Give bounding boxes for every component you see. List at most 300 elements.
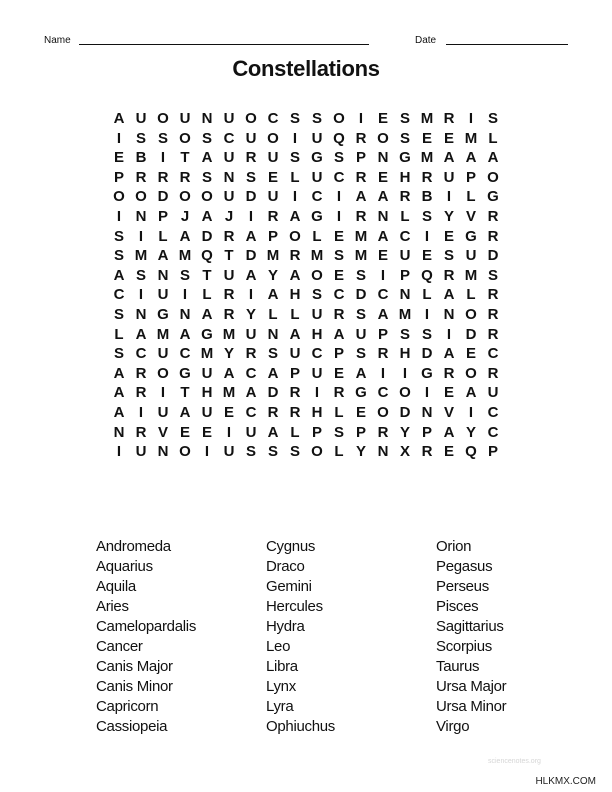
grid-letter[interactable]: S bbox=[487, 266, 498, 284]
grid-letter[interactable]: G bbox=[399, 149, 411, 167]
grid-letter[interactable]: A bbox=[377, 188, 389, 206]
grid-letter[interactable]: L bbox=[334, 403, 344, 421]
grid-letter[interactable]: E bbox=[377, 247, 388, 265]
grid-letter[interactable]: R bbox=[223, 286, 235, 304]
grid-letter[interactable]: R bbox=[355, 168, 367, 186]
grid-letter[interactable]: S bbox=[289, 443, 300, 461]
grid-letter[interactable]: S bbox=[135, 266, 146, 284]
grid-letter[interactable]: U bbox=[443, 168, 455, 186]
grid-letter[interactable]: C bbox=[311, 188, 323, 206]
grid-letter[interactable]: A bbox=[157, 247, 169, 265]
grid-letter[interactable]: A bbox=[113, 110, 125, 127]
grid-letter[interactable]: V bbox=[465, 207, 476, 225]
grid-letter[interactable]: I bbox=[248, 286, 254, 304]
grid-letter[interactable]: A bbox=[113, 364, 125, 382]
grid-letter[interactable]: I bbox=[446, 325, 452, 343]
grid-letter[interactable]: E bbox=[443, 227, 454, 245]
grid-letter[interactable]: A bbox=[289, 266, 301, 284]
grid-letter[interactable]: O bbox=[311, 266, 323, 284]
grid-letter[interactable]: C bbox=[311, 345, 323, 363]
grid-letter[interactable]: E bbox=[443, 443, 454, 461]
grid-letter[interactable]: R bbox=[487, 305, 499, 323]
grid-letter[interactable]: O bbox=[157, 364, 169, 382]
grid-letter[interactable]: Y bbox=[465, 423, 476, 441]
grid-letter[interactable]: A bbox=[201, 149, 213, 167]
grid-letter[interactable]: A bbox=[223, 364, 235, 382]
grid-letter[interactable]: G bbox=[465, 227, 477, 245]
grid-letter[interactable]: D bbox=[465, 325, 477, 343]
grid-letter[interactable]: I bbox=[116, 443, 122, 461]
grid-letter[interactable]: M bbox=[156, 325, 170, 343]
grid-letter[interactable]: M bbox=[464, 266, 478, 284]
grid-letter[interactable]: I bbox=[248, 207, 254, 225]
grid-letter[interactable]: S bbox=[113, 227, 124, 245]
grid-letter[interactable]: G bbox=[179, 364, 191, 382]
grid-letter[interactable]: S bbox=[333, 149, 344, 167]
grid-letter[interactable]: O bbox=[179, 129, 191, 147]
grid-letter[interactable]: A bbox=[289, 207, 301, 225]
grid-letter[interactable]: M bbox=[222, 325, 236, 343]
grid-letter[interactable]: A bbox=[443, 286, 455, 304]
grid-letter[interactable]: C bbox=[267, 110, 279, 127]
grid-letter[interactable]: V bbox=[443, 403, 454, 421]
grid-letter[interactable]: E bbox=[465, 345, 476, 363]
grid-letter[interactable]: E bbox=[421, 247, 432, 265]
grid-letter[interactable]: S bbox=[245, 168, 256, 186]
grid-letter[interactable]: A bbox=[377, 227, 389, 245]
grid-letter[interactable]: U bbox=[135, 443, 147, 461]
grid-letter[interactable]: U bbox=[267, 188, 279, 206]
grid-letter[interactable]: U bbox=[245, 423, 257, 441]
grid-letter[interactable]: R bbox=[267, 403, 279, 421]
grid-letter[interactable]: E bbox=[179, 423, 190, 441]
grid-letter[interactable]: L bbox=[400, 207, 410, 225]
grid-letter[interactable]: Y bbox=[267, 266, 278, 284]
grid-letter[interactable]: S bbox=[113, 305, 124, 323]
grid-letter[interactable]: I bbox=[204, 443, 210, 461]
grid-letter[interactable]: C bbox=[377, 384, 389, 402]
grid-letter[interactable]: U bbox=[223, 188, 235, 206]
grid-letter[interactable]: C bbox=[223, 129, 235, 147]
grid-letter[interactable]: D bbox=[201, 227, 213, 245]
grid-letter[interactable]: M bbox=[134, 247, 148, 265]
grid-letter[interactable]: E bbox=[333, 364, 344, 382]
grid-letter[interactable]: G bbox=[487, 188, 499, 206]
grid-letter[interactable]: Y bbox=[355, 443, 366, 461]
grid-letter[interactable]: H bbox=[201, 384, 213, 402]
grid-letter[interactable]: E bbox=[267, 168, 278, 186]
grid-letter[interactable]: L bbox=[422, 286, 432, 304]
grid-letter[interactable]: I bbox=[358, 110, 364, 127]
grid-letter[interactable]: A bbox=[443, 423, 455, 441]
grid-letter[interactable]: B bbox=[421, 188, 433, 206]
grid-letter[interactable]: O bbox=[333, 110, 345, 127]
grid-letter[interactable]: U bbox=[201, 364, 213, 382]
grid-letter[interactable]: V bbox=[157, 423, 168, 441]
grid-letter[interactable]: O bbox=[267, 129, 279, 147]
grid-letter[interactable]: L bbox=[466, 286, 476, 304]
grid-letter[interactable]: I bbox=[116, 207, 122, 225]
grid-letter[interactable]: R bbox=[245, 149, 257, 167]
grid-letter[interactable]: R bbox=[245, 345, 257, 363]
grid-letter[interactable]: A bbox=[201, 305, 213, 323]
name-field[interactable] bbox=[79, 44, 369, 45]
grid-letter[interactable]: R bbox=[377, 423, 389, 441]
grid-letter[interactable]: A bbox=[289, 325, 301, 343]
grid-letter[interactable]: A bbox=[465, 384, 477, 402]
grid-letter[interactable]: R bbox=[487, 325, 499, 343]
grid-letter[interactable]: D bbox=[267, 384, 279, 402]
grid-letter[interactable]: U bbox=[157, 403, 169, 421]
grid-letter[interactable]: O bbox=[157, 110, 169, 127]
grid-letter[interactable]: C bbox=[245, 403, 257, 421]
grid-letter[interactable]: I bbox=[138, 227, 144, 245]
grid-letter[interactable]: E bbox=[443, 129, 454, 147]
grid-letter[interactable]: G bbox=[201, 325, 213, 343]
grid-letter[interactable]: O bbox=[465, 364, 477, 382]
grid-letter[interactable]: A bbox=[333, 325, 345, 343]
grid-letter[interactable]: Q bbox=[421, 266, 433, 284]
grid-letter[interactable]: N bbox=[157, 266, 169, 284]
grid-letter[interactable]: U bbox=[355, 325, 367, 343]
grid-letter[interactable]: U bbox=[223, 149, 235, 167]
grid-letter[interactable]: J bbox=[224, 207, 234, 225]
grid-letter[interactable]: A bbox=[443, 345, 455, 363]
grid-letter[interactable]: I bbox=[402, 364, 408, 382]
grid-letter[interactable]: C bbox=[333, 168, 345, 186]
grid-letter[interactable]: E bbox=[377, 168, 388, 186]
grid-letter[interactable]: P bbox=[333, 345, 344, 363]
grid-letter[interactable]: C bbox=[399, 227, 411, 245]
grid-letter[interactable]: M bbox=[354, 247, 368, 265]
grid-letter[interactable]: I bbox=[336, 207, 342, 225]
grid-letter[interactable]: N bbox=[421, 403, 433, 421]
grid-letter[interactable]: I bbox=[380, 266, 386, 284]
grid-letter[interactable]: S bbox=[201, 129, 212, 147]
grid-letter[interactable]: U bbox=[465, 247, 477, 265]
grid-letter[interactable]: G bbox=[355, 384, 367, 402]
grid-letter[interactable]: N bbox=[179, 305, 191, 323]
grid-letter[interactable]: S bbox=[487, 110, 498, 127]
grid-letter[interactable]: O bbox=[399, 384, 411, 402]
grid-letter[interactable]: R bbox=[289, 384, 301, 402]
grid-letter[interactable]: N bbox=[399, 286, 411, 304]
grid-letter[interactable]: R bbox=[289, 247, 301, 265]
grid-letter[interactable]: A bbox=[377, 305, 389, 323]
grid-letter[interactable]: N bbox=[377, 207, 389, 225]
grid-letter[interactable]: R bbox=[487, 364, 499, 382]
grid-letter[interactable]: S bbox=[355, 266, 366, 284]
grid-letter[interactable]: P bbox=[487, 443, 498, 461]
grid-letter[interactable]: C bbox=[377, 286, 389, 304]
grid-letter[interactable]: R bbox=[399, 188, 411, 206]
grid-letter[interactable]: O bbox=[289, 227, 301, 245]
grid-letter[interactable]: C bbox=[135, 345, 147, 363]
grid-letter[interactable]: P bbox=[311, 423, 322, 441]
grid-letter[interactable]: N bbox=[377, 149, 389, 167]
grid-letter[interactable]: I bbox=[182, 286, 188, 304]
grid-letter[interactable]: I bbox=[424, 384, 430, 402]
grid-letter[interactable]: U bbox=[223, 110, 235, 127]
grid-letter[interactable]: L bbox=[202, 286, 212, 304]
grid-letter[interactable]: I bbox=[380, 364, 386, 382]
grid-letter[interactable]: D bbox=[487, 247, 499, 265]
grid-letter[interactable]: I bbox=[226, 423, 232, 441]
grid-letter[interactable]: O bbox=[465, 305, 477, 323]
grid-letter[interactable]: A bbox=[355, 188, 367, 206]
grid-letter[interactable]: A bbox=[465, 149, 477, 167]
grid-letter[interactable]: R bbox=[355, 129, 367, 147]
grid-letter[interactable]: U bbox=[289, 345, 301, 363]
grid-letter[interactable]: D bbox=[245, 188, 257, 206]
grid-letter[interactable]: P bbox=[421, 423, 432, 441]
grid-letter[interactable]: B bbox=[135, 149, 147, 167]
grid-letter[interactable]: C bbox=[487, 403, 499, 421]
grid-letter[interactable]: U bbox=[245, 325, 257, 343]
grid-letter[interactable]: U bbox=[157, 345, 169, 363]
grid-letter[interactable]: I bbox=[292, 188, 298, 206]
grid-letter[interactable]: A bbox=[135, 325, 147, 343]
grid-letter[interactable]: A bbox=[245, 227, 257, 245]
grid-letter[interactable]: O bbox=[201, 188, 213, 206]
grid-letter[interactable]: S bbox=[113, 345, 124, 363]
grid-letter[interactable]: N bbox=[135, 305, 147, 323]
grid-letter[interactable]: O bbox=[377, 403, 389, 421]
grid-letter[interactable]: L bbox=[466, 188, 476, 206]
grid-letter[interactable]: I bbox=[314, 384, 320, 402]
grid-letter[interactable]: Y bbox=[443, 207, 454, 225]
grid-letter[interactable]: A bbox=[245, 266, 257, 284]
grid-letter[interactable]: A bbox=[179, 403, 191, 421]
grid-letter[interactable]: P bbox=[465, 168, 476, 186]
grid-letter[interactable]: S bbox=[333, 247, 344, 265]
grid-letter[interactable]: M bbox=[222, 384, 236, 402]
grid-letter[interactable]: O bbox=[113, 188, 125, 206]
grid-letter[interactable]: R bbox=[135, 423, 147, 441]
grid-letter[interactable]: R bbox=[135, 364, 147, 382]
grid-letter[interactable]: X bbox=[399, 443, 410, 461]
grid-letter[interactable]: J bbox=[180, 207, 190, 225]
grid-letter[interactable]: C bbox=[179, 345, 191, 363]
grid-letter[interactable]: R bbox=[157, 168, 169, 186]
grid-letter[interactable]: C bbox=[245, 364, 257, 382]
grid-letter[interactable]: R bbox=[135, 168, 147, 186]
grid-letter[interactable]: P bbox=[399, 266, 410, 284]
grid-letter[interactable]: N bbox=[223, 168, 235, 186]
grid-letter[interactable]: L bbox=[290, 168, 300, 186]
grid-letter[interactable]: H bbox=[399, 345, 411, 363]
grid-letter[interactable]: P bbox=[377, 325, 388, 343]
grid-letter[interactable]: R bbox=[135, 384, 147, 402]
grid-letter[interactable]: A bbox=[443, 149, 455, 167]
grid-letter[interactable]: I bbox=[468, 403, 474, 421]
grid-letter[interactable]: N bbox=[267, 325, 279, 343]
grid-letter[interactable]: S bbox=[157, 129, 168, 147]
grid-letter[interactable]: S bbox=[443, 247, 454, 265]
grid-letter[interactable]: D bbox=[421, 345, 433, 363]
grid-letter[interactable]: N bbox=[377, 443, 389, 461]
grid-letter[interactable]: Y bbox=[399, 423, 410, 441]
grid-letter[interactable]: M bbox=[464, 129, 478, 147]
grid-letter[interactable]: S bbox=[399, 325, 410, 343]
date-field[interactable] bbox=[446, 44, 568, 45]
grid-letter[interactable]: G bbox=[311, 149, 323, 167]
grid-letter[interactable]: U bbox=[311, 168, 323, 186]
grid-letter[interactable]: C bbox=[487, 423, 499, 441]
grid-letter[interactable]: I bbox=[424, 305, 430, 323]
grid-letter[interactable]: S bbox=[421, 325, 432, 343]
grid-letter[interactable]: O bbox=[179, 443, 191, 461]
grid-letter[interactable]: T bbox=[180, 384, 190, 402]
grid-letter[interactable]: U bbox=[311, 305, 323, 323]
grid-letter[interactable]: C bbox=[333, 286, 345, 304]
grid-letter[interactable]: L bbox=[268, 305, 278, 323]
grid-letter[interactable]: R bbox=[267, 207, 279, 225]
grid-letter[interactable]: P bbox=[113, 168, 124, 186]
grid-letter[interactable]: R bbox=[333, 384, 345, 402]
grid-letter[interactable]: U bbox=[223, 266, 235, 284]
grid-letter[interactable]: S bbox=[355, 345, 366, 363]
grid-letter[interactable]: U bbox=[267, 149, 279, 167]
grid-letter[interactable]: N bbox=[201, 110, 213, 127]
grid-letter[interactable]: O bbox=[245, 110, 257, 127]
grid-letter[interactable]: A bbox=[267, 364, 279, 382]
grid-letter[interactable]: Q bbox=[465, 443, 477, 461]
grid-letter[interactable]: H bbox=[311, 325, 323, 343]
grid-letter[interactable]: D bbox=[157, 188, 169, 206]
grid-letter[interactable]: S bbox=[289, 110, 300, 127]
grid-letter[interactable]: P bbox=[267, 227, 278, 245]
grid-letter[interactable]: E bbox=[421, 129, 432, 147]
grid-letter[interactable]: U bbox=[311, 364, 323, 382]
grid-letter[interactable]: R bbox=[333, 305, 345, 323]
grid-letter[interactable]: N bbox=[113, 423, 125, 441]
grid-letter[interactable]: R bbox=[289, 403, 301, 421]
grid-letter[interactable]: S bbox=[333, 423, 344, 441]
grid-letter[interactable]: A bbox=[267, 286, 279, 304]
grid-letter[interactable]: Q bbox=[333, 129, 345, 147]
grid-letter[interactable]: P bbox=[355, 149, 366, 167]
grid-letter[interactable]: R bbox=[377, 345, 389, 363]
grid-letter[interactable]: R bbox=[487, 286, 499, 304]
grid-letter[interactable]: S bbox=[399, 129, 410, 147]
grid-letter[interactable]: H bbox=[399, 168, 411, 186]
grid-letter[interactable]: O bbox=[377, 129, 389, 147]
grid-letter[interactable]: A bbox=[179, 325, 191, 343]
grid-letter[interactable]: R bbox=[487, 227, 499, 245]
grid-letter[interactable]: C bbox=[113, 286, 125, 304]
grid-letter[interactable]: I bbox=[160, 149, 166, 167]
grid-letter[interactable]: I bbox=[160, 384, 166, 402]
grid-letter[interactable]: A bbox=[355, 364, 367, 382]
grid-letter[interactable]: E bbox=[333, 227, 344, 245]
grid-letter[interactable]: P bbox=[289, 364, 300, 382]
grid-letter[interactable]: R bbox=[421, 443, 433, 461]
grid-letter[interactable]: I bbox=[424, 227, 430, 245]
grid-letter[interactable]: P bbox=[157, 207, 168, 225]
grid-letter[interactable]: O bbox=[179, 188, 191, 206]
grid-letter[interactable]: E bbox=[355, 403, 366, 421]
grid-letter[interactable]: M bbox=[200, 345, 214, 363]
grid-letter[interactable]: S bbox=[113, 247, 124, 265]
grid-letter[interactable]: M bbox=[266, 247, 280, 265]
grid-letter[interactable]: U bbox=[487, 384, 499, 402]
grid-letter[interactable]: S bbox=[399, 110, 410, 127]
grid-letter[interactable]: S bbox=[245, 443, 256, 461]
grid-letter[interactable]: M bbox=[420, 110, 434, 127]
grid-letter[interactable]: A bbox=[267, 423, 279, 441]
grid-letter[interactable]: D bbox=[245, 247, 257, 265]
grid-letter[interactable]: E bbox=[333, 266, 344, 284]
grid-letter[interactable]: A bbox=[201, 207, 213, 225]
grid-letter[interactable]: U bbox=[179, 110, 191, 127]
grid-letter[interactable]: E bbox=[377, 110, 388, 127]
grid-letter[interactable]: I bbox=[138, 403, 144, 421]
grid-letter[interactable]: R bbox=[443, 364, 455, 382]
grid-letter[interactable]: I bbox=[292, 129, 298, 147]
grid-letter[interactable]: S bbox=[311, 286, 322, 304]
grid-letter[interactable]: S bbox=[289, 149, 300, 167]
grid-letter[interactable]: P bbox=[355, 423, 366, 441]
grid-letter[interactable]: S bbox=[421, 207, 432, 225]
grid-letter[interactable]: S bbox=[355, 305, 366, 323]
grid-letter[interactable]: C bbox=[487, 345, 499, 363]
grid-letter[interactable]: S bbox=[201, 168, 212, 186]
grid-letter[interactable]: I bbox=[116, 129, 122, 147]
grid-letter[interactable]: R bbox=[223, 305, 235, 323]
grid-letter[interactable]: M bbox=[420, 149, 434, 167]
grid-letter[interactable]: D bbox=[399, 403, 411, 421]
grid-letter[interactable]: R bbox=[443, 266, 455, 284]
grid-letter[interactable]: U bbox=[135, 110, 147, 127]
grid-letter[interactable]: A bbox=[113, 403, 125, 421]
grid-letter[interactable]: R bbox=[355, 207, 367, 225]
grid-letter[interactable]: G bbox=[311, 207, 323, 225]
grid-letter[interactable]: S bbox=[135, 129, 146, 147]
grid-letter[interactable]: E bbox=[201, 423, 212, 441]
grid-letter[interactable]: M bbox=[310, 247, 324, 265]
grid-letter[interactable]: E bbox=[113, 149, 124, 167]
grid-letter[interactable]: O bbox=[135, 188, 147, 206]
grid-letter[interactable]: E bbox=[223, 403, 234, 421]
grid-letter[interactable]: N bbox=[443, 305, 455, 323]
grid-letter[interactable]: D bbox=[355, 286, 367, 304]
grid-letter[interactable]: L bbox=[290, 305, 300, 323]
grid-letter[interactable]: L bbox=[312, 227, 322, 245]
grid-letter[interactable]: R bbox=[179, 168, 191, 186]
grid-letter[interactable]: A bbox=[113, 266, 125, 284]
grid-letter[interactable]: M bbox=[354, 227, 368, 245]
grid-letter[interactable]: L bbox=[334, 443, 344, 461]
grid-letter[interactable]: M bbox=[178, 247, 192, 265]
grid-letter[interactable]: I bbox=[336, 188, 342, 206]
grid-letter[interactable]: N bbox=[135, 207, 147, 225]
grid-letter[interactable]: U bbox=[399, 247, 411, 265]
grid-letter[interactable]: T bbox=[224, 247, 234, 265]
grid-letter[interactable]: T bbox=[202, 266, 212, 284]
grid-letter[interactable]: T bbox=[180, 149, 190, 167]
grid-letter[interactable]: I bbox=[138, 286, 144, 304]
grid-letter[interactable]: O bbox=[487, 168, 499, 186]
grid-letter[interactable]: S bbox=[267, 345, 278, 363]
grid-letter[interactable]: M bbox=[398, 305, 412, 323]
grid-letter[interactable]: Y bbox=[223, 345, 234, 363]
grid-letter[interactable]: H bbox=[311, 403, 323, 421]
grid-letter[interactable]: U bbox=[223, 443, 235, 461]
grid-letter[interactable]: Q bbox=[201, 247, 213, 265]
grid-letter[interactable]: G bbox=[421, 364, 433, 382]
grid-letter[interactable]: A bbox=[113, 384, 125, 402]
